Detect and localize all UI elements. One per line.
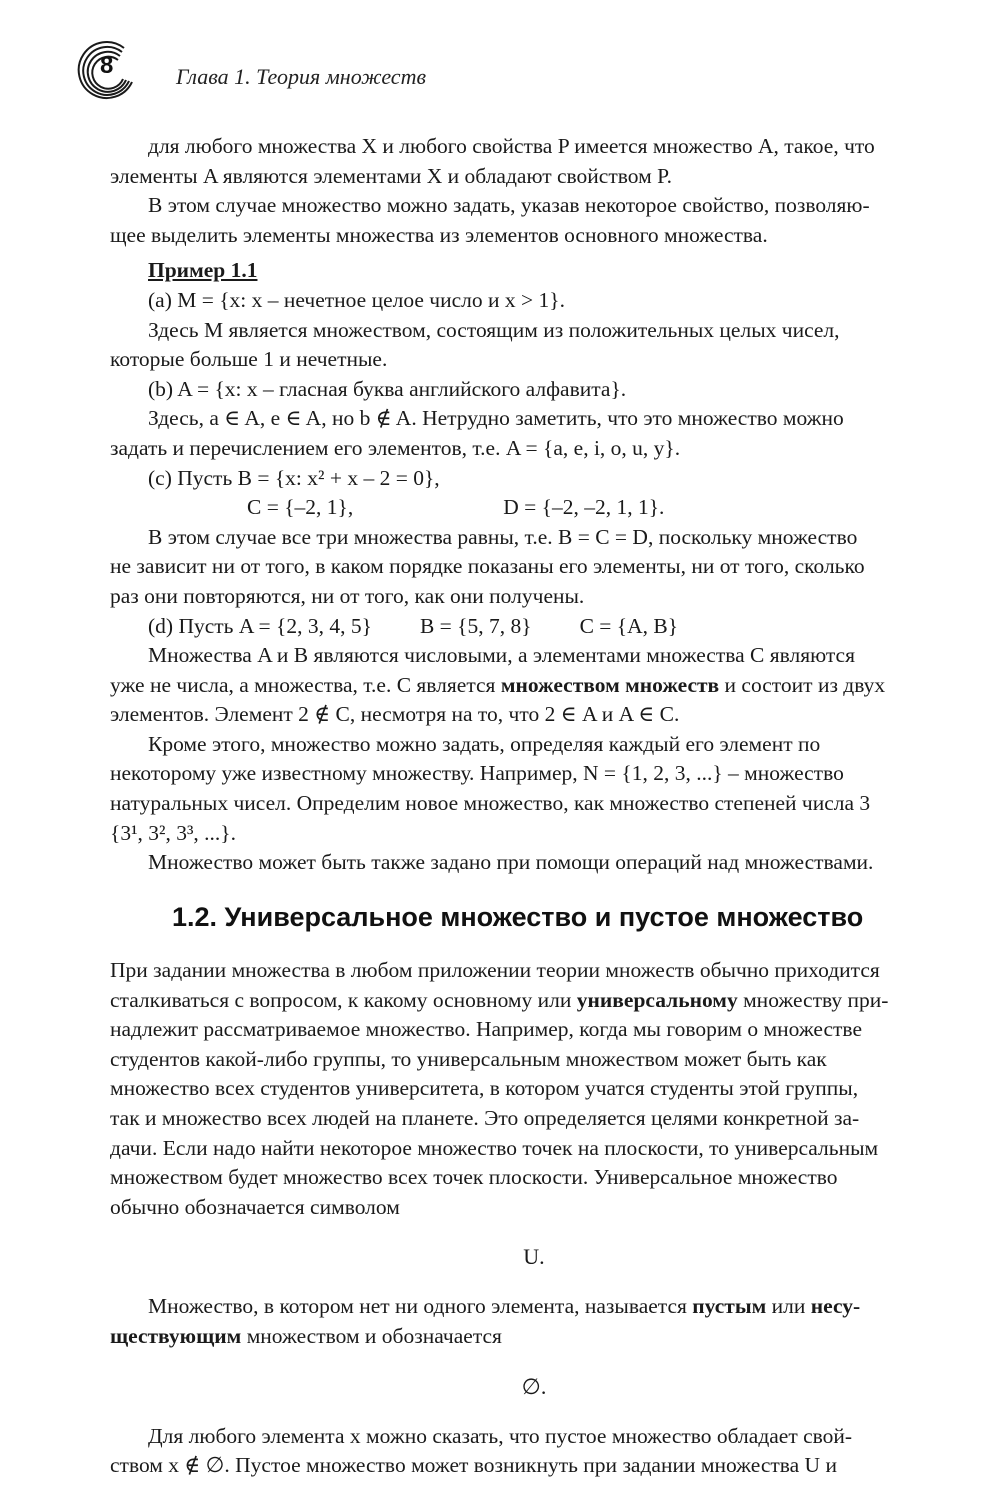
sets-line (110, 612, 958, 642)
empty-set-symbol: ∅. (521, 1373, 547, 1399)
text-line: некоторому уже известному множеству. Например, N = {1, 2, 3, ...} – множество (110, 761, 844, 786)
text-line: раз они повторяются, ни от того, как они получены. (110, 583, 585, 608)
term-empty: пустым (692, 1294, 767, 1319)
text-line: задать и перечислением его элементов, т.е. A = {a, e, i, o, u, y}. (110, 435, 681, 460)
set-d: D = {–2, –2, 1, 1}. (503, 495, 665, 520)
text-line (110, 671, 958, 701)
text-span: или (766, 1294, 811, 1319)
text-span: уже не числа, а множества, т.е. C является (110, 672, 501, 697)
set-b: B = {5, 7, 8} (419, 613, 532, 638)
text-span: множеством и обозначается (241, 1323, 502, 1348)
text-line: множеством будет множество всех точек плоскости. Универсальное множество (110, 1165, 838, 1190)
text-line: {3¹, 3², 3³, ...}. (110, 820, 236, 845)
text-line: В этом случае множество можно задать, указав некоторое свойство, позволяю- (148, 193, 870, 218)
text-line (110, 1292, 958, 1322)
text-line: Для любого элемента x можно сказать, что пустое множество обладает свой- (148, 1423, 853, 1448)
text-line: студентов какой-либо группы, то универсальным множеством может быть как (110, 1046, 827, 1071)
text-line: множество всех студентов университета, в котором учатся студенты этой группы, (110, 1076, 859, 1101)
running-title: Глава 1. Теория множеств (176, 64, 427, 89)
text-line: (c) Пусть B = {x: x² + x – 2 = 0}, (148, 465, 440, 490)
text-line (110, 1322, 958, 1352)
text-line: обычно обозначается символом (110, 1194, 400, 1219)
set-a: (d) Пусть A = {2, 3, 4, 5} (148, 613, 372, 638)
page-header (72, 38, 932, 108)
text-line: которые больше 1 и нечетные. (110, 347, 388, 372)
text-span: и состоит из двух (719, 672, 886, 697)
term-set-of-sets: множеством множеств (500, 672, 720, 697)
text-line: ством x ∉ ∅. Пустое множество может возникнуть при задании множества U и (110, 1453, 837, 1478)
text-line: Здесь M является множеством, состоящим из положительных целых чисел, (148, 317, 840, 342)
example-heading-line (110, 256, 958, 286)
section-1-body (110, 132, 958, 878)
text-span: множеству при- (737, 987, 889, 1012)
text-line: При задании множества в любом приложении теории множеств обычно приходится (110, 958, 880, 982)
text-line: Здесь, a ∈ A, e ∈ A, но b ∉ A. Нетрудно заметить, что это множество можно (148, 406, 844, 431)
text-line: натуральных чисел. Определим новое множество, как множество степеней числа 3 (110, 791, 871, 816)
text-line: (b) A = {x: x – гласная буква английского алфавита}. (148, 376, 627, 401)
example-heading: Пример 1.1 (148, 258, 258, 283)
term-nonexistent-part1: несу- (810, 1294, 861, 1319)
text-line: Кроме этого, множество можно задать, определяя каждый его элемент по (148, 731, 821, 756)
text-span: сталкиваться с вопросом, к какому основному или (110, 987, 577, 1012)
text-line: Множества A и B являются числовыми, а элементами множества C являются (148, 643, 855, 668)
section-heading: 1.2. Универсальное множество и пустое множество (172, 902, 864, 932)
text-line: дачи. Если надо найти некоторое множество точек на плоскости, то универсальным (110, 1135, 879, 1160)
sets-line (110, 493, 958, 523)
text-line: элементов. Элемент 2 ∉ C, несмотря на то, что 2 ∈ A и A ∈ C. (110, 702, 680, 727)
text-line: для любого множества X и любого свойства P имеется множество A, такое, что (148, 134, 875, 158)
text-line: В этом случае все три множества равны, т.е. B = C = D, поскольку множество (148, 524, 858, 549)
text-line: не зависит ни от того, в каком порядке показаны его элементы, ни от того, сколько (110, 554, 865, 579)
term-nonexistent-part2: ществующим (110, 1323, 242, 1348)
term-universal: универсальному (576, 987, 738, 1012)
section-2-body (110, 956, 958, 1481)
set-c: C = {–2, 1}, (247, 495, 354, 520)
text-line: (a) M = {x: x – нечетное целое число и x > 1}. (148, 287, 565, 312)
text-line (110, 986, 958, 1016)
text-line: щее выделить элементы множества из элементов основного множества. (110, 222, 768, 247)
set-c-of-sets: C = {A, B} (579, 613, 679, 638)
text-line: Множество может быть также задано при помощи операций над множествами. (148, 850, 874, 875)
text-line: элементы A являются элементами X и обладают свойством P. (110, 163, 673, 188)
page-number: 8 (100, 52, 114, 79)
text-span: Множество, в котором нет ни одного элемента, называется (148, 1294, 693, 1319)
universal-set-symbol: U. (523, 1244, 545, 1270)
text-line: надлежит рассматриваемое множество. Например, когда мы говорим о множестве (110, 1017, 862, 1042)
text-line: так и множество всех людей на планете. Это определяется целями конкретной за- (110, 1105, 860, 1130)
